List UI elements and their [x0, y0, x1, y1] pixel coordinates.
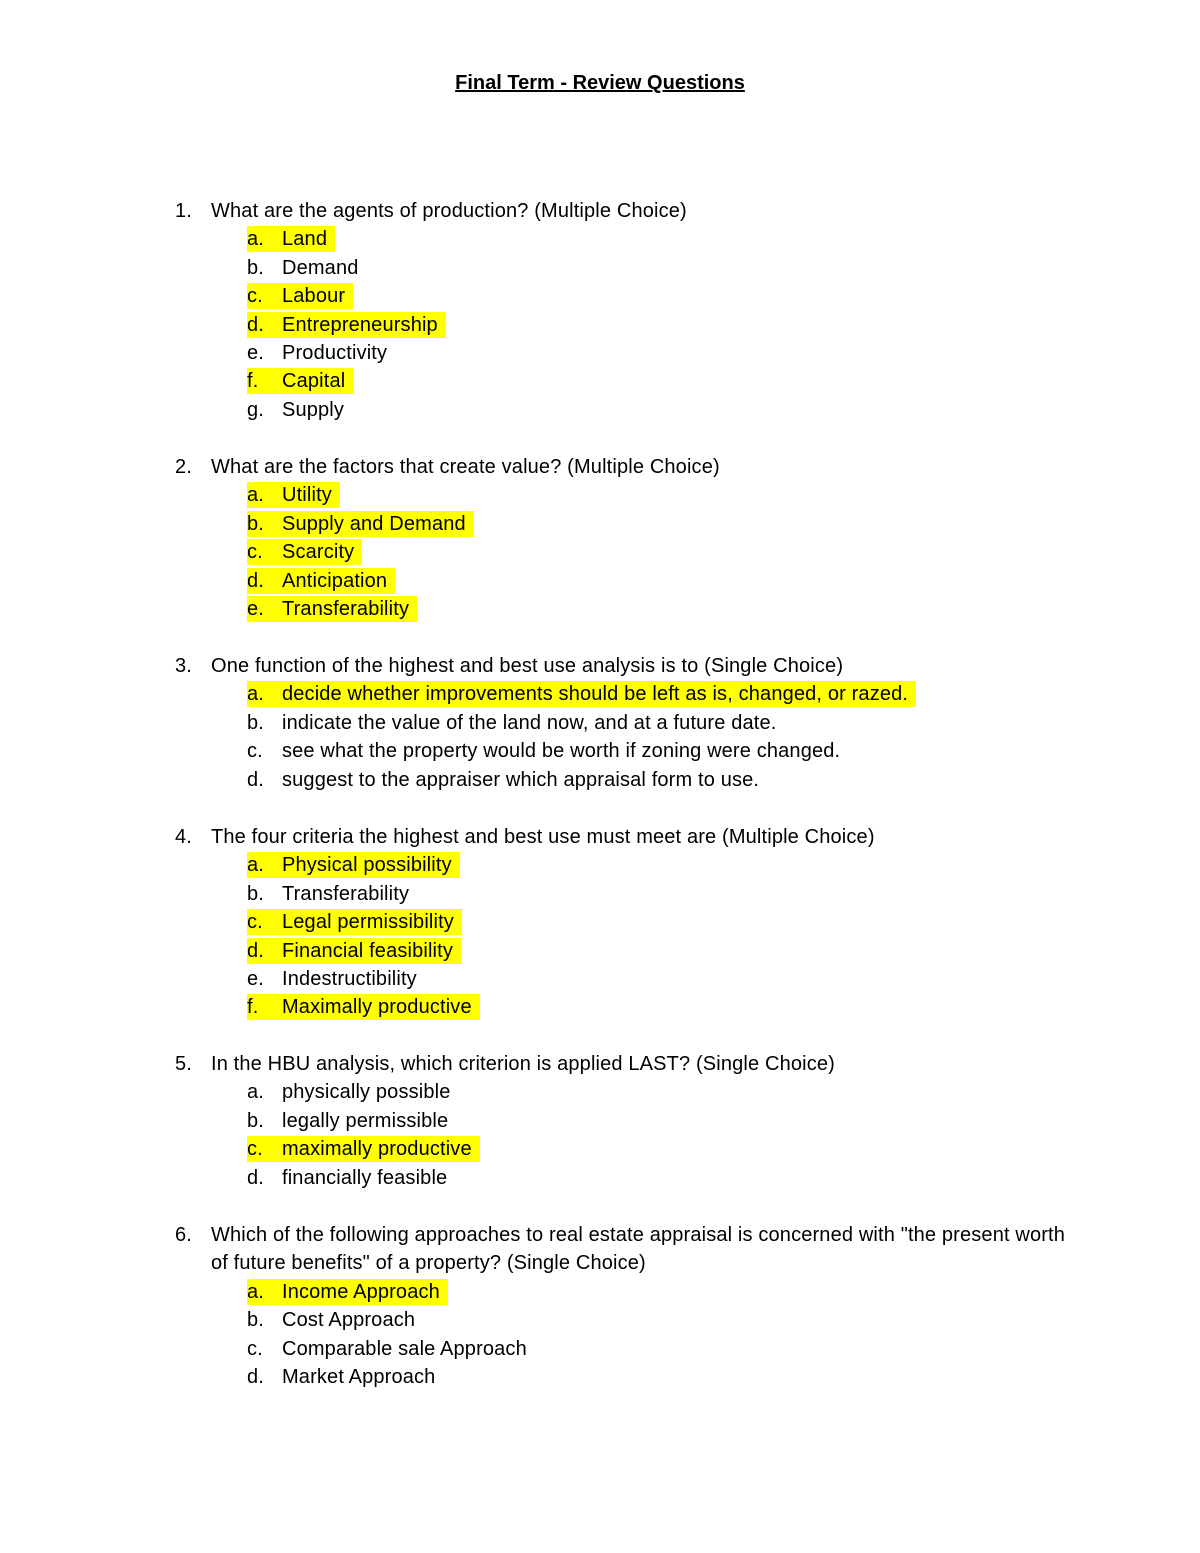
option-text: see what the property would be worth if zoning were changed. — [282, 740, 841, 763]
highlighted-answer — [247, 539, 362, 565]
highlighted-answer — [247, 482, 340, 508]
question-6-stem — [175, 1221, 1075, 1278]
question-text: What are the agents of production? (Multiple Choice) — [211, 200, 687, 222]
option-letter: a. — [247, 854, 264, 877]
option-text: Capital — [282, 370, 346, 393]
option-item — [175, 1135, 1075, 1163]
option-item — [175, 965, 1075, 993]
option-marker — [247, 767, 767, 793]
question-text: In the HBU analysis, which criterion is applied LAST? (Single Choice) — [211, 1053, 835, 1075]
option-marker — [247, 1307, 423, 1333]
option-letter: c. — [247, 1337, 263, 1360]
option-text: indicate the value of the land now, and at a future date. — [282, 711, 777, 734]
highlighted-answer — [247, 226, 335, 252]
option-item — [175, 339, 1075, 367]
option-list — [175, 225, 1075, 424]
option-text: Transferability — [282, 882, 410, 905]
question-number: 6. — [175, 1224, 192, 1246]
option-item — [175, 254, 1075, 282]
option-letter: b. — [247, 711, 264, 734]
option-text: physically possible — [282, 1081, 451, 1104]
question-5-stem — [175, 1050, 1075, 1078]
highlighted-answer — [247, 938, 461, 964]
question-3-stem — [175, 652, 1075, 680]
option-text: Land — [282, 228, 328, 251]
option-text: Market Approach — [282, 1365, 436, 1388]
highlighted-answer — [247, 283, 353, 309]
option-list — [175, 680, 1075, 794]
question-text: What are the factors that create value? (Multiple Choice) — [211, 456, 720, 478]
option-item — [175, 709, 1075, 737]
highlighted-answer — [247, 994, 480, 1020]
option-text: Labour — [282, 285, 346, 308]
question-2-stem — [175, 453, 1075, 481]
question-number: 5. — [175, 1053, 192, 1075]
option-text: Maximally productive — [282, 996, 472, 1019]
highlighted-answer — [247, 909, 462, 935]
highlighted-answer — [247, 596, 417, 622]
option-text: Scarcity — [282, 541, 355, 564]
option-text: Demand — [282, 256, 359, 279]
question-number: 4. — [175, 826, 192, 848]
question-4 — [175, 823, 1075, 1022]
option-text: Legal permissibility — [282, 911, 454, 934]
question-1 — [175, 197, 1075, 424]
option-marker — [247, 710, 784, 736]
option-item — [175, 538, 1075, 566]
question-number: 2. — [175, 456, 192, 478]
option-item — [175, 1164, 1075, 1192]
option-marker — [247, 966, 425, 992]
option-item — [175, 851, 1075, 879]
highlighted-answer — [247, 852, 460, 878]
option-list — [175, 851, 1075, 1021]
option-item — [175, 737, 1075, 765]
option-letter: e. — [247, 597, 264, 620]
option-text: Financial feasibility — [282, 939, 454, 962]
option-letter: e. — [247, 341, 264, 364]
option-item — [175, 680, 1075, 708]
option-text: Comparable sale Approach — [282, 1337, 527, 1360]
option-text: Anticipation — [282, 569, 388, 592]
option-marker — [247, 397, 352, 423]
option-item — [175, 1078, 1075, 1106]
option-text: Supply and Demand — [282, 512, 466, 535]
option-letter: f. — [247, 370, 259, 393]
option-marker — [247, 1165, 455, 1191]
question-number: 1. — [175, 200, 192, 222]
question-4-stem — [175, 823, 1075, 851]
option-letter: a. — [247, 228, 264, 251]
option-letter: c. — [247, 285, 263, 308]
option-letter: c. — [247, 911, 263, 934]
question-6 — [175, 1221, 1075, 1391]
highlighted-answer — [247, 368, 353, 394]
option-item — [175, 937, 1075, 965]
question-text: Which of the following approaches to real estate appraisal is concerned with "the present worth of future benefits" of a property? (Single Choice) — [211, 1224, 1066, 1275]
option-letter: c. — [247, 1138, 263, 1161]
highlighted-answer — [247, 312, 446, 338]
question-text: One function of the highest and best use analysis is to (Single Choice) — [211, 655, 844, 677]
option-item — [175, 880, 1075, 908]
option-item — [175, 766, 1075, 794]
question-1-stem — [175, 197, 1075, 225]
option-text: maximally productive — [282, 1138, 472, 1161]
option-letter: g. — [247, 398, 264, 421]
option-item — [175, 567, 1075, 595]
question-2 — [175, 453, 1075, 623]
option-text: suggest to the appraiser which appraisal form to use. — [282, 768, 760, 791]
option-item — [175, 595, 1075, 623]
option-text: Indestructibility — [282, 967, 417, 990]
highlighted-answer — [247, 568, 395, 594]
option-item — [175, 396, 1075, 424]
option-text: Income Approach — [282, 1280, 440, 1303]
option-text: Physical possibility — [282, 854, 452, 877]
option-letter: d. — [247, 1166, 264, 1189]
option-letter: b. — [247, 256, 264, 279]
option-item — [175, 1107, 1075, 1135]
option-letter: d. — [247, 313, 264, 336]
option-item — [175, 311, 1075, 339]
option-letter: d. — [247, 1365, 264, 1388]
option-letter: c. — [247, 541, 263, 564]
option-letter: a. — [247, 484, 264, 507]
option-letter: d. — [247, 939, 264, 962]
question-5 — [175, 1050, 1075, 1192]
option-marker — [247, 1079, 459, 1105]
option-letter: d. — [247, 768, 264, 791]
option-list — [175, 1278, 1075, 1392]
option-marker — [247, 1336, 535, 1362]
option-item — [175, 908, 1075, 936]
option-item — [175, 282, 1075, 310]
option-letter: b. — [247, 1309, 264, 1332]
option-list — [175, 481, 1075, 623]
option-text: legally permissible — [282, 1109, 449, 1132]
option-item — [175, 510, 1075, 538]
question-text: The four criteria the highest and best use must meet are (Multiple Choice) — [211, 826, 875, 848]
option-marker — [247, 255, 367, 281]
option-text: Transferability — [282, 597, 410, 620]
option-item — [175, 481, 1075, 509]
option-item — [175, 1363, 1075, 1391]
option-item — [175, 367, 1075, 395]
option-letter: b. — [247, 1109, 264, 1132]
option-text: Supply — [282, 398, 345, 421]
option-text: Utility — [282, 484, 332, 507]
page-title: Final Term - Review Questions — [455, 72, 745, 94]
highlighted-answer — [247, 681, 916, 707]
option-letter: a. — [247, 1081, 264, 1104]
option-letter: e. — [247, 967, 264, 990]
option-list — [175, 1078, 1075, 1192]
option-text: financially feasible — [282, 1166, 448, 1189]
option-letter: d. — [247, 569, 264, 592]
option-marker — [247, 738, 848, 764]
option-item — [175, 1306, 1075, 1334]
question-3 — [175, 652, 1075, 794]
option-text: Entrepreneurship — [282, 313, 438, 336]
option-letter: b. — [247, 512, 264, 535]
highlighted-answer — [247, 1279, 448, 1305]
option-letter: a. — [247, 683, 264, 706]
option-marker — [247, 881, 417, 907]
option-item — [175, 225, 1075, 253]
option-letter: c. — [247, 740, 263, 763]
option-text: decide whether improvements should be left as is, changed, or razed. — [282, 683, 909, 706]
option-marker — [247, 1108, 456, 1134]
option-item — [175, 1278, 1075, 1306]
highlighted-answer — [247, 1136, 480, 1162]
option-marker — [247, 1364, 443, 1390]
highlighted-answer — [247, 511, 474, 537]
option-letter: f. — [247, 996, 259, 1019]
option-item — [175, 1335, 1075, 1363]
option-letter: a. — [247, 1280, 264, 1303]
question-number: 3. — [175, 655, 192, 677]
option-text: Productivity — [282, 341, 388, 364]
option-text: Cost Approach — [282, 1309, 416, 1332]
option-item — [175, 993, 1075, 1021]
option-marker — [247, 340, 395, 366]
option-letter: b. — [247, 882, 264, 905]
